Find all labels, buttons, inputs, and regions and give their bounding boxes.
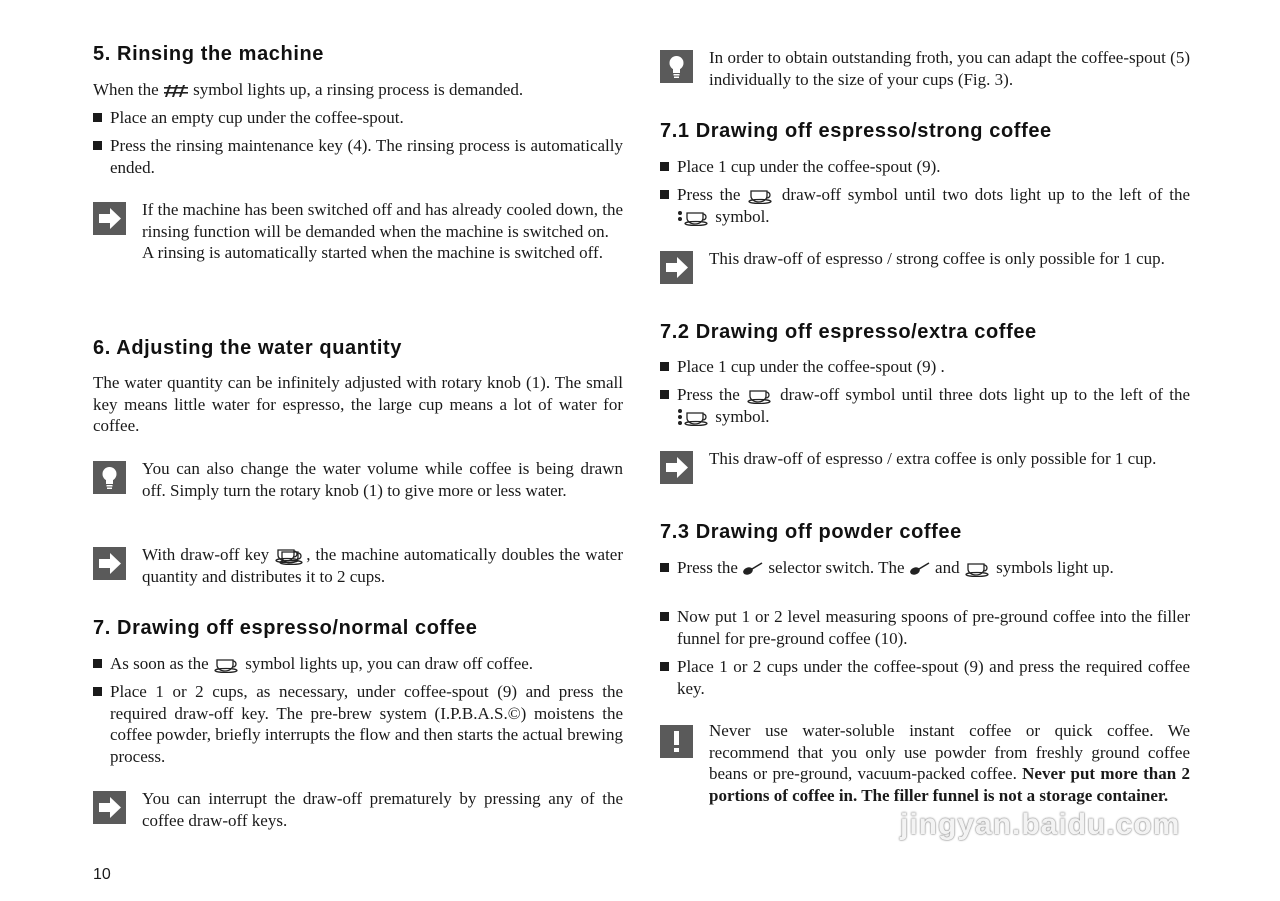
s73-bullet-3: Place 1 or 2 cups under the coffee-spout (9) and press the required coffee key. [660, 656, 1190, 699]
section-7-1-title: 7.1 Drawing off espresso/strong coffee [660, 120, 1052, 142]
s72-bullet-2: Press the draw-off symbol until three dots light up to the left of the symbol. [660, 384, 1190, 428]
arrow-icon [660, 451, 693, 484]
cup-icon [213, 657, 241, 673]
powder-spoon-icon [742, 561, 764, 577]
powder-spoon-icon [909, 561, 931, 577]
s71-bullet-1: Place 1 cup under the coffee-spout (9). [660, 156, 1190, 178]
s5-bullet-2: Press the rinsing maintenance key (4). The rinsing process is automatically ended. [93, 135, 623, 178]
cup-icon [746, 388, 774, 404]
exclamation-icon [660, 725, 693, 758]
s5-note: If the machine has been switched off and has already cooled down, the rinsing function will be demanded when the machine is switched on. A rinsing is automatically started when the machine is switched off. [93, 199, 623, 264]
section-7-title: 7. Drawing off espresso/normal coffee [93, 617, 478, 639]
arrow-icon [660, 251, 693, 284]
page-number: 10 [93, 866, 111, 883]
s7-note: You can interrupt the draw-off prematurely by pressing any of the coffee draw-off keys. [93, 788, 623, 831]
three-dot-cup-icon [677, 408, 711, 428]
s7-bullet-1: As soon as the symbol lights up, you can draw off coffee. [93, 653, 623, 675]
s6-note: With draw-off key , the machine automatically doubles the water quantity and distributes it to 2 cups. [93, 544, 623, 587]
double-cup-icon [274, 547, 306, 565]
s73-bullet-2: Now put 1 or 2 level measuring spoons of pre-ground coffee into the filler funnel for pre-ground coffee (10). [660, 606, 1190, 649]
section-7-2-title: 7.2 Drawing off espresso/extra coffee [660, 321, 1037, 343]
watermark: jingyan.baidu.com [900, 808, 1181, 841]
section-5-title: 5. Rinsing the machine [93, 43, 325, 65]
s7-bullet-2: Place 1 or 2 cups, as necessary, under coffee-spout (9) and press the required draw-off key. The pre-brew system (I.P.B.A.S.©) moistens the coffee powder, briefly interrupts the flow and then starts the actual brewing process. [93, 681, 623, 767]
s71-note: This draw-off of espresso / strong coffee is only possible for 1 cup. [660, 248, 1190, 270]
s5-intro: When the symbol lights up, a rinsing process is demanded. [93, 80, 524, 99]
s73-bullet-1: Press the selector switch. The and symbols light up. [660, 557, 1190, 579]
section-7-3-title: 7.3 Drawing off powder coffee [660, 521, 962, 543]
cup-icon [747, 188, 775, 204]
s6-tip: You can also change the water volume while coffee is being drawn off. Simply turn the rotary knob (1) to give more or less water. [93, 458, 623, 501]
arrow-icon [93, 202, 126, 235]
section-6-title: 6. Adjusting the water quantity [93, 337, 402, 359]
s6-body: The water quantity can be infinitely adjusted with rotary knob (1). The small key means little water for espresso, the large cup means a lot of water for coffee. [93, 373, 623, 435]
lightbulb-icon [660, 50, 693, 83]
s7-tip: In order to obtain outstanding froth, you can adapt the coffee-spout (5) individually to the size of your cups (Fig. 3). [660, 47, 1190, 90]
lightbulb-icon [93, 461, 126, 494]
arrow-icon [93, 547, 126, 580]
s71-bullet-2: Press the draw-off symbol until two dots light up to the left of the symbol. [660, 184, 1190, 227]
s72-note: This draw-off of espresso / extra coffee is only possible for 1 cup. [660, 448, 1190, 470]
two-dot-cup-icon [677, 209, 711, 227]
arrow-icon [93, 791, 126, 824]
cup-icon [964, 561, 992, 577]
s72-bullet-1: Place 1 cup under the coffee-spout (9) . [660, 356, 1190, 378]
s5-bullet-1: Place an empty cup under the coffee-spout. [93, 107, 623, 129]
s73-warning: Never use water-soluble instant coffee or quick coffee. We recommend that you only use powder from freshly ground coffee beans or pre-ground, vacuum-packed coffee. Never put more than 2 portions of coffee in. The filler funnel is not a storage container. [660, 720, 1190, 806]
rinse-symbol-icon [163, 83, 189, 99]
